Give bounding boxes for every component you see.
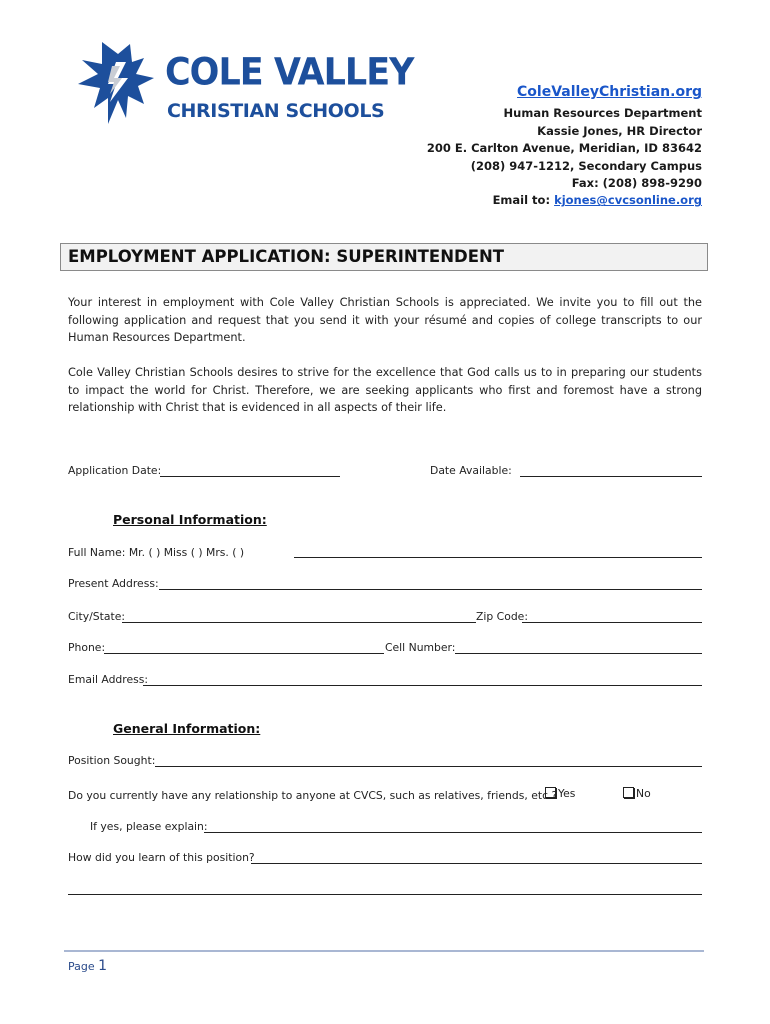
intro-paragraph-2: Cole Valley Christian Schools desires to strive for the excellence that God calls us to in preparing our students to impact the world for Christ. Therefore, we are seeking applicants who first and foremost have a strong relationship with Christ that is evidenced in all aspects of their life. bbox=[68, 366, 702, 415]
present-address-label: Present Address: bbox=[68, 577, 159, 590]
school-fax: Fax: (208) 898-9290 bbox=[571, 176, 702, 191]
full-name-label: Full Name: Mr. ( ) Miss ( ) Mrs. ( ) bbox=[68, 546, 245, 559]
yes-checkbox[interactable] bbox=[545, 787, 556, 798]
logo-title: COLE VALLEY bbox=[165, 50, 414, 95]
zip-code-field[interactable] bbox=[522, 622, 702, 623]
email-address-label: Email Address: bbox=[68, 673, 149, 686]
phone-label: Phone: bbox=[68, 641, 106, 654]
present-address-field[interactable] bbox=[159, 589, 702, 590]
intro-paragraph-1: Your interest in employment with Cole Valley Christian Schools is appreciated. We invite you to fill out the following application and request that you send it with your résumé and copies of college transcripts to our Human Resources Department. bbox=[68, 296, 702, 345]
page-number-value: 1 bbox=[98, 958, 108, 974]
zip-code-label: Zip Code: bbox=[476, 610, 528, 623]
email-address-field[interactable] bbox=[143, 685, 702, 686]
email-link[interactable]: kjones@cvcsonline.org bbox=[554, 193, 702, 208]
hr-director: Kassie Jones, HR Director bbox=[537, 123, 702, 138]
city-state-label: City/State: bbox=[68, 610, 126, 623]
personal-info-heading: Personal Information: bbox=[113, 512, 267, 527]
position-sought-field[interactable] bbox=[155, 766, 702, 767]
page-label-text: Page bbox=[68, 960, 99, 973]
position-sought-label: Position Sought: bbox=[68, 754, 156, 767]
page-title: EMPLOYMENT APPLICATION: SUPERINTENDENT bbox=[68, 247, 505, 266]
date-available-label: Date Available: bbox=[430, 464, 512, 477]
learn-position-field[interactable] bbox=[251, 863, 702, 864]
page-number bbox=[68, 958, 107, 974]
email-label: Email to: bbox=[492, 193, 551, 208]
application-date-label: Application Date: bbox=[68, 464, 162, 477]
no-option[interactable] bbox=[623, 787, 651, 800]
no-checkbox[interactable] bbox=[623, 787, 634, 798]
falcon-mascot-icon bbox=[72, 38, 172, 130]
if-yes-label: If yes, please explain: bbox=[90, 820, 208, 833]
cell-number-field[interactable] bbox=[455, 653, 702, 654]
website-link[interactable]: ColeValleyChristian.org bbox=[517, 84, 702, 100]
application-date-field[interactable] bbox=[160, 476, 340, 477]
learn-position-label: How did you learn of this position? bbox=[68, 851, 255, 864]
general-info-heading: General Information: bbox=[113, 721, 261, 736]
yes-option[interactable] bbox=[545, 787, 575, 800]
phone-field[interactable] bbox=[104, 653, 384, 654]
city-state-field[interactable] bbox=[122, 622, 476, 623]
hr-department: Human Resources Department bbox=[503, 106, 702, 121]
yes-label: Yes bbox=[558, 787, 576, 800]
contact-block bbox=[427, 84, 702, 210]
relationship-question: Do you currently have any relationship to anyone at CVCS, such as relatives, friends, etc.? bbox=[68, 789, 558, 802]
no-label: No bbox=[636, 787, 651, 800]
logo-subtitle: CHRISTIAN SCHOOLS bbox=[167, 100, 385, 122]
full-name-field[interactable] bbox=[294, 557, 702, 558]
footer-rule bbox=[64, 950, 704, 952]
learn-position-field-line-2[interactable] bbox=[68, 894, 702, 895]
if-yes-field[interactable] bbox=[204, 832, 702, 833]
cell-number-label: Cell Number: bbox=[385, 641, 456, 654]
school-address: 200 E. Carlton Avenue, Meridian, ID 83642 bbox=[426, 141, 702, 156]
school-phone: (208) 947-1212, Secondary Campus bbox=[470, 158, 702, 173]
date-available-field[interactable] bbox=[520, 476, 702, 477]
